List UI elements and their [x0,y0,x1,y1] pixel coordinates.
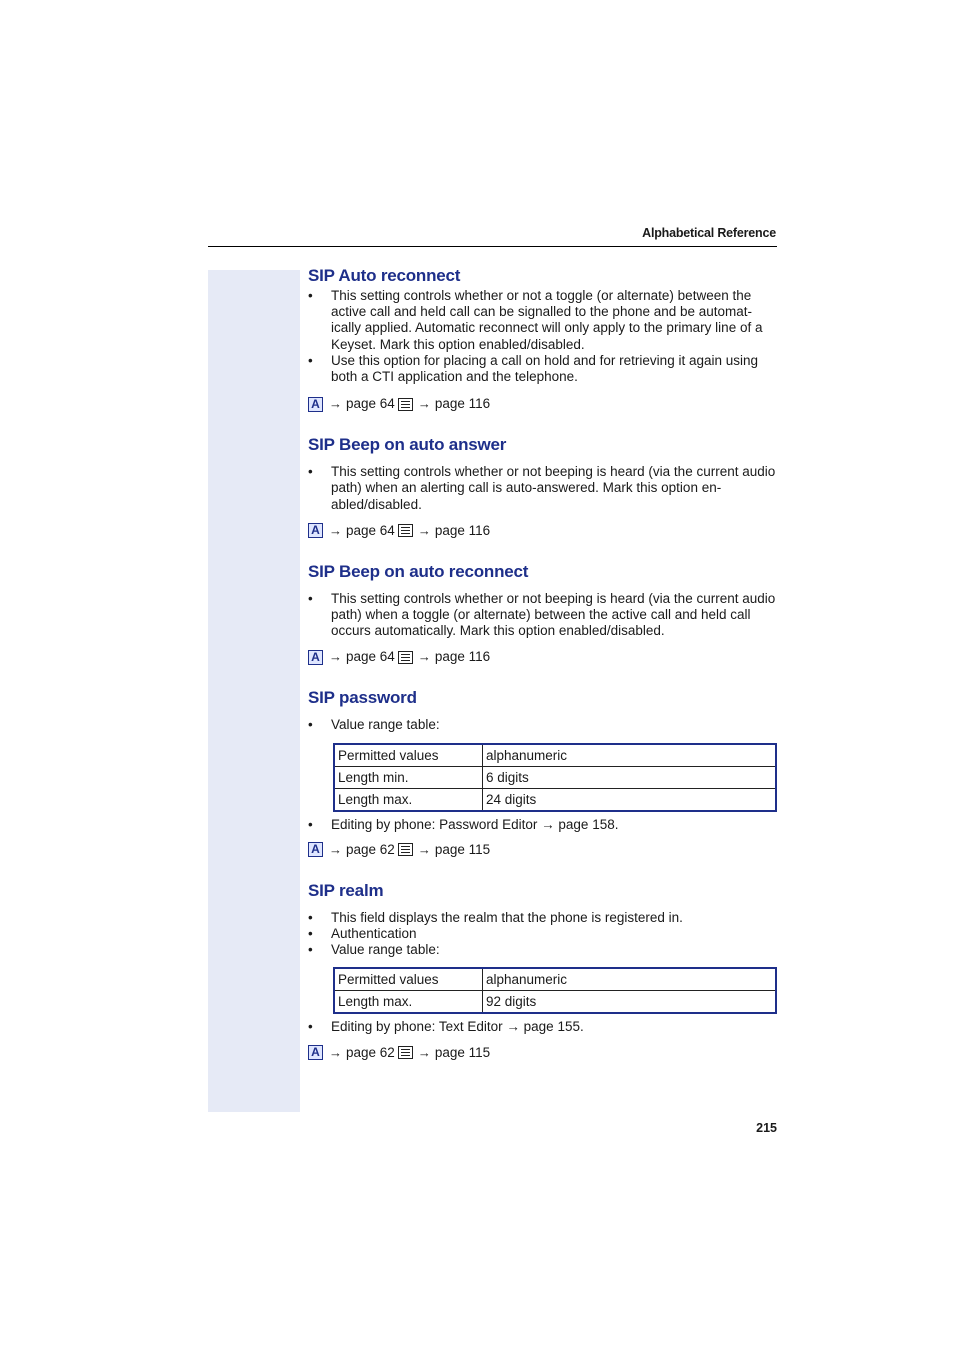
cross-reference [308,1045,778,1061]
web-interface-icon [398,843,413,856]
table-cell: Length max. [334,788,483,811]
page-link[interactable]: page 155. [523,1019,584,1035]
admin-page-link[interactable]: page 62 [346,841,395,857]
section-title: SIP realm [308,880,384,900]
section-sip-password [308,687,778,857]
arrow-right-icon: → [329,649,342,665]
list-item: • Value range table: [308,942,440,958]
list-item: • Editing by phone: Text Editor → page 155. [308,1019,584,1035]
table-row [334,968,776,991]
cross-reference [308,396,778,412]
arrow-right-icon: → [506,1019,520,1035]
table-row [334,744,776,767]
bullet-list [308,910,778,959]
section-title: SIP Beep on auto reconnect [308,561,529,581]
bullet-list [308,288,778,385]
table-row [334,991,776,1014]
arrow-right-icon: → [417,841,431,857]
arrow-right-icon: → [417,522,431,538]
value-range-table [333,967,777,1014]
admin-a-icon: A [308,1045,323,1060]
value-range-table [333,743,777,812]
table-cell: 6 digits [483,766,777,788]
web-interface-icon [398,1046,413,1059]
table-row [334,788,776,811]
admin-page-link[interactable]: page 64 [346,522,395,538]
table-cell: alphanumeric [483,968,777,991]
table-cell: 24 digits [483,788,777,811]
table-row [334,766,776,788]
arrow-right-icon: → [417,396,431,412]
table-cell: Permitted values [334,744,483,767]
cross-reference [308,523,778,539]
admin-page-link[interactable]: page 62 [346,1044,395,1060]
admin-a-icon: A [308,842,323,857]
header-divider [208,246,777,247]
arrow-right-icon: → [329,396,342,412]
list-item: • This setting controls whether or not beeping is heard (via the current audio path) when an alerting call is auto-answered. Mark this option en-abled/disabled. [308,464,776,512]
section-title: SIP password [308,688,417,708]
page-link[interactable]: page 158. [558,816,619,832]
section-sip-auto-reconnect [308,265,778,412]
list-item: • This field displays the realm that the phone is registered in. [308,909,683,925]
section-title: SIP Auto reconnect [308,266,461,285]
admin-a-icon: A [308,397,323,412]
content [308,265,778,1061]
web-page-link[interactable]: page 116 [434,522,491,538]
arrow-right-icon: → [417,649,431,665]
bullet-list [308,591,778,640]
section-sip-beep-on-auto-answer [308,434,778,539]
arrow-right-icon: → [329,1044,342,1060]
admin-page-link[interactable]: page 64 [346,649,395,665]
section-sip-beep-on-auto-reconnect [308,561,778,666]
web-page-link[interactable]: page 116 [434,396,491,412]
admin-page-link[interactable]: page 64 [346,396,395,412]
arrow-right-icon: → [329,841,342,857]
table-cell: 92 digits [483,991,777,1014]
bullet-list [308,464,778,513]
web-interface-icon [398,398,413,411]
table-cell: Length min. [334,766,483,788]
section-sip-realm [308,880,778,1061]
bullet-list [308,817,778,833]
table-cell: Permitted values [334,968,483,991]
admin-a-icon: A [308,650,323,665]
list-item: • This setting controls whether or not a toggle (or alternate) between the active call and held call can be signalled to the phone and be automat-ically applied. Automatic reconnect will only apply to the primary line of a Keyset. Mark this option enabled/disabled. [308,288,763,352]
list-item: • This setting controls whether or not beeping is heard (via the current audio path) when a toggle (or alternate) between the active call and held call occurs automatically. Mark this option enabled/disabled. [308,590,776,639]
web-interface-icon [398,651,413,664]
cross-reference [308,842,778,858]
arrow-right-icon: → [329,522,342,538]
section-title: SIP Beep on auto answer [308,435,507,455]
list-item: • Use this option for placing a call on hold and for retrieving it again using both a CTI application and the telephone. [308,352,759,385]
table-cell: Length max. [334,991,483,1014]
web-interface-icon [398,524,413,537]
list-item: • Editing by phone: Password Editor → page 158. [308,816,619,832]
running-header: Alphabetical Reference [642,226,776,240]
bullet-list [308,1019,778,1035]
sidebar-band [208,270,300,1112]
cross-reference [308,649,778,665]
web-page-link[interactable]: page 115 [434,1044,491,1060]
arrow-right-icon: → [541,816,555,832]
list-item: • Authentication [308,926,417,942]
list-item: • Value range table: [308,717,440,733]
web-page-link[interactable]: page 116 [434,649,491,665]
table-cell: alphanumeric [483,744,777,767]
admin-a-icon: A [308,523,323,538]
bullet-list [308,717,778,733]
web-page-link[interactable]: page 115 [434,841,491,857]
arrow-right-icon: → [417,1044,431,1060]
page-number: 215 [756,1121,777,1135]
